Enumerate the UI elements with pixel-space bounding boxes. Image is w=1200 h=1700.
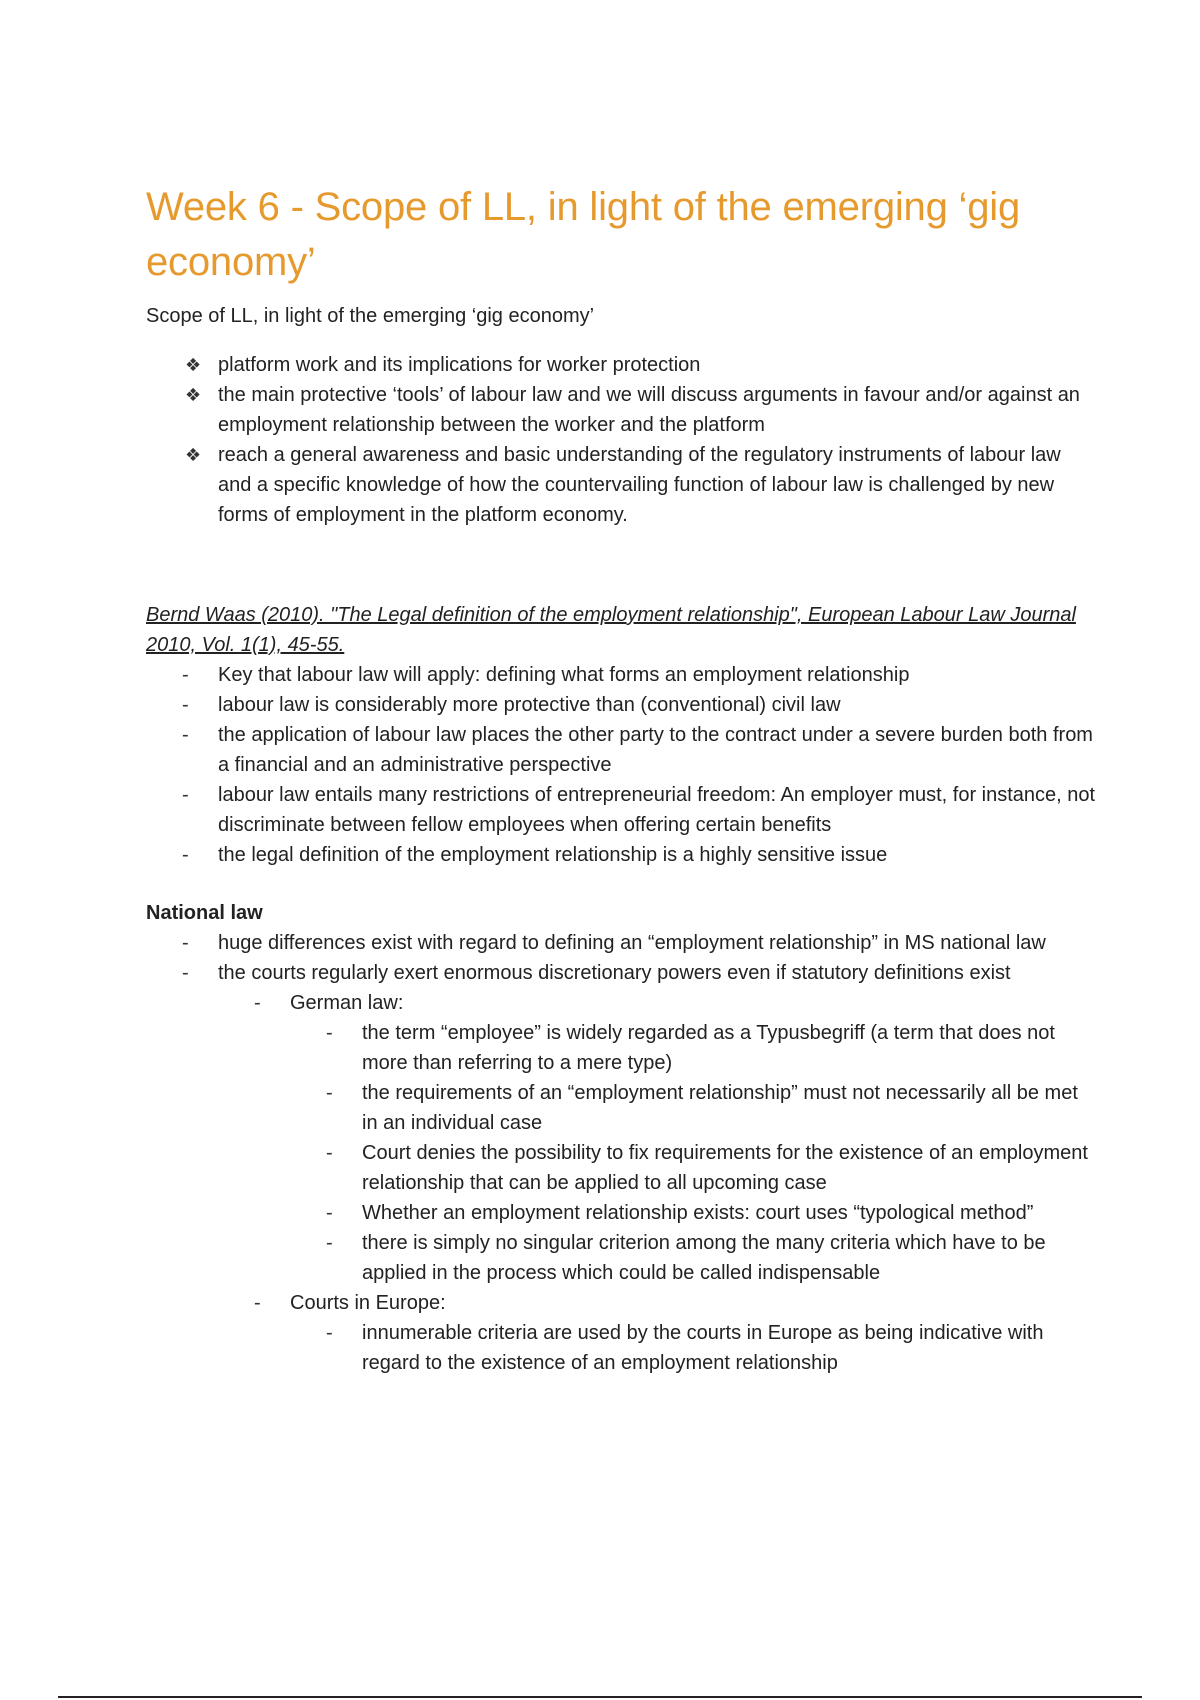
dash-bullet-icon: -: [254, 992, 261, 1014]
list-item: - there is simply no singular criterion among the many criteria which have to be applied in the process which could be called indispensable: [362, 1228, 1096, 1288]
dash-bullet-icon: -: [182, 664, 189, 686]
dash-bullet-icon: -: [326, 1232, 333, 1254]
section-heading-national-law: National law: [146, 902, 263, 924]
dash-bullet-icon: -: [182, 784, 189, 806]
german-law-points: [290, 1018, 1096, 1288]
list-item: - the legal definition of the employment relationship is a highly sensitive issue: [218, 840, 1096, 870]
list-item: ❖ platform work and its implications for worker protection: [218, 350, 1096, 380]
document-page: [146, 180, 1096, 1378]
intro-bullet-list: [146, 350, 1096, 530]
list-item: ❖ reach a general awareness and basic understanding of the regulatory instruments of labour law and a specific knowledge of how the countervailing function of labour law is challenged by new forms of employment in the platform economy.: [218, 440, 1096, 530]
page-subtitle: Scope of LL, in light of the emerging ‘gig economy’: [146, 305, 595, 327]
europe-points: [290, 1318, 1096, 1378]
jurisdiction-list: [218, 988, 1096, 1378]
dash-bullet-icon: -: [326, 1142, 333, 1164]
dash-bullet-icon: -: [182, 844, 189, 866]
dash-bullet-icon: -: [182, 694, 189, 716]
dash-bullet-icon: -: [182, 962, 189, 984]
dash-bullet-icon: -: [326, 1082, 333, 1104]
dash-bullet-icon: -: [326, 1022, 333, 1044]
list-item: - the application of labour law places the other party to the contract under a severe burden both from a financial and an administrative perspective: [218, 720, 1096, 780]
footer-divider: [58, 1696, 1142, 1698]
list-item: - innumerable criteria are used by the courts in Europe as being indicative with regard to the existence of an employment relationship: [362, 1318, 1096, 1378]
dash-bullet-icon: -: [182, 932, 189, 954]
courts-in-europe-label: Courts in Europe:: [290, 1292, 446, 1314]
list-item: - the term “employee” is widely regarded as a Typusbegriff (a term that does not more than referring to a mere type): [362, 1018, 1096, 1078]
list-item: - Key that labour law will apply: defining what forms an employment relationship: [218, 660, 1096, 690]
dash-bullet-icon: -: [182, 724, 189, 746]
list-item: - huge differences exist with regard to defining an “employment relationship” in MS national law: [218, 928, 1096, 958]
diamond-bullet-icon: ❖: [185, 355, 202, 375]
list-item: ❖ the main protective ‘tools’ of labour law and we will discuss arguments in favour and/or against an employment relationship between the worker and the platform: [218, 380, 1096, 440]
diamond-bullet-icon: ❖: [185, 385, 202, 405]
list-item: - labour law is considerably more protective than (conventional) civil law: [218, 690, 1096, 720]
list-item: - Whether an employment relationship exists: court uses “typological method”: [362, 1198, 1096, 1228]
list-item: - labour law entails many restrictions of entrepreneurial freedom: An employer must, for instance, not discriminate between fellow employees when offering certain benefits: [218, 780, 1096, 840]
national-law-list: [146, 928, 1096, 1378]
list-item: [254, 1288, 1096, 1378]
waas-points-list: [146, 660, 1096, 870]
reference-citation: Bernd Waas (2010). "The Legal definition of the employment relationship", European Labour Law Journal 2010, Vol. 1(1), 45-55.: [146, 604, 1076, 656]
german-law-label: German law:: [290, 992, 404, 1014]
list-item: - the courts regularly exert enormous discretionary powers even if statutory definitions exist - German law: - the term “employee” is widely regarded as a Typusbegriff (a term that does not more than referring to a mere type) - the requirements of an “employment relationship” must not necessarily all be met in an individual case - Court denies the possibility to fix requirements for the existence of an employment relationship that can be applied to all upcoming case - Whether an employment relationship exists: court uses “typological method” - there is simply no singular criterion among the many criteria which have to be applied in the process which could be called indispensable - Courts in Europe: - innumerable criteria are used by the courts in Europe as being indicative with regard to the existence of an employment relationship: [218, 958, 1096, 1378]
list-item: - Court denies the possibility to fix requirements for the existence of an employment relationship that can be applied to all upcoming case: [362, 1138, 1096, 1198]
dash-bullet-icon: -: [326, 1202, 333, 1224]
page-title: Week 6 - Scope of LL, in light of the emerging ‘gig economy’: [146, 185, 1021, 284]
list-item: - the requirements of an “employment relationship” must not necessarily all be met in an individual case: [362, 1078, 1096, 1138]
diamond-bullet-icon: ❖: [185, 445, 202, 465]
dash-bullet-icon: -: [254, 1292, 261, 1314]
dash-bullet-icon: -: [326, 1322, 333, 1344]
list-item: [254, 988, 1096, 1288]
